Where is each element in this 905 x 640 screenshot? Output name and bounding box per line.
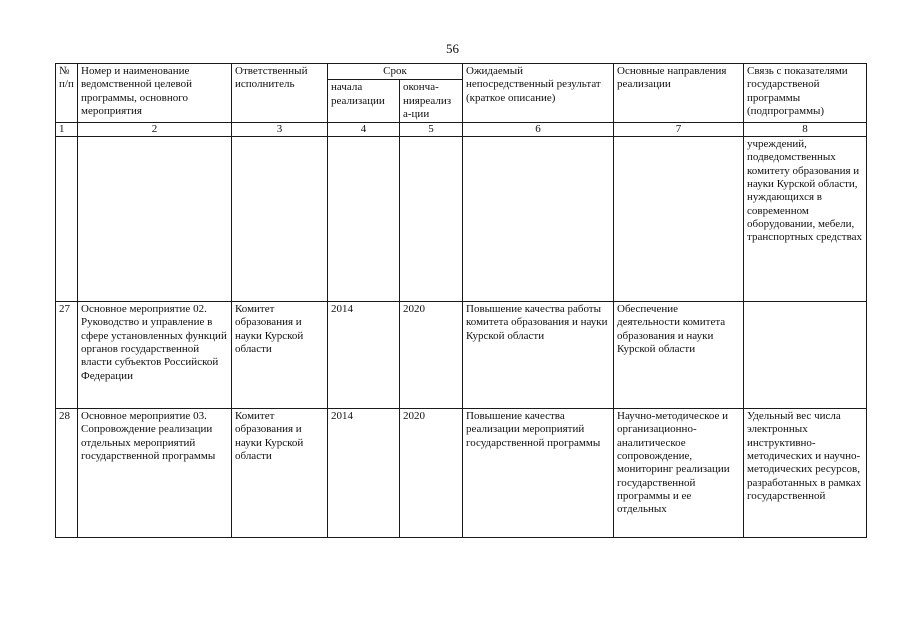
row-end-year: 2020 (400, 302, 463, 409)
column-number: 4 (328, 123, 400, 137)
row-link (744, 302, 867, 409)
header-executor: Ответственный исполнитель (232, 64, 328, 123)
header-directions: Основные направления реализации (614, 64, 744, 123)
page-number: 56 (446, 41, 459, 56)
table-row (56, 302, 867, 409)
header-row (56, 64, 867, 80)
row-program-name: Основное мероприятие 02. Руководство и управление в сфере установленных функций органов государственной власти субъектов Российской Федерации (78, 302, 232, 409)
column-number: 7 (614, 123, 744, 137)
row-start-year: 2014 (328, 409, 400, 538)
row-link: Удельный вес числа электронных инструктивно-методических и научно-методических ресурсов, разработанных в рамках государственной (744, 409, 867, 538)
column-number: 5 (400, 123, 463, 137)
header-program-name: Номер и наименование ведомственной целевой программы, основного мероприятия (78, 64, 232, 123)
row-number (56, 137, 78, 302)
column-number: 8 (744, 123, 867, 137)
row-number: 28 (56, 409, 78, 538)
row-program-name (78, 137, 232, 302)
row-expected-result: Повышение качества работы комитета образования и науки Курской области (463, 302, 614, 409)
column-number: 3 (232, 123, 328, 137)
row-start-year (328, 137, 400, 302)
row-expected-result: Повышение качества реализации мероприятий государственной программы (463, 409, 614, 538)
row-executor: Комитет образования и науки Курской области (232, 409, 328, 538)
header-term: Срок (328, 64, 463, 80)
column-number: 2 (78, 123, 232, 137)
row-directions: Обеспечение деятельности комитета образования и науки Курской области (614, 302, 744, 409)
row-expected-result (463, 137, 614, 302)
row-directions (614, 137, 744, 302)
row-end-year: 2020 (400, 409, 463, 538)
table-row (56, 137, 867, 302)
header-link: Связь с показателями государственой программы (подпрограммы) (744, 64, 867, 123)
header-start: начала реализации (328, 80, 400, 123)
table-row (56, 409, 867, 538)
header-end: оконча- нияреализ а-ции (400, 80, 463, 123)
row-link: учреждений, подведомственных комитету образования и науки Курской области, нуждающихся в современном оборудовании, мебели, транспортных средствах (744, 137, 867, 302)
row-start-year: 2014 (328, 302, 400, 409)
column-number: 6 (463, 123, 614, 137)
row-directions: Научно-методическое и организационно-аналитическое сопровождение, мониторинг реализации государственной программы и ее отдельных (614, 409, 744, 538)
column-number-row (56, 123, 867, 137)
header-expected-result: Ожидаемый непосредственный результат (краткое описание) (463, 64, 614, 123)
row-executor: Комитет образования и науки Курской области (232, 302, 328, 409)
row-number: 27 (56, 302, 78, 409)
row-program-name: Основное мероприятие 03. Сопровождение реализации отдельных мероприятий государственной программы (78, 409, 232, 538)
row-end-year (400, 137, 463, 302)
program-table (55, 63, 867, 538)
column-number: 1 (56, 123, 78, 137)
row-executor (232, 137, 328, 302)
header-number: № п/п (56, 64, 78, 123)
